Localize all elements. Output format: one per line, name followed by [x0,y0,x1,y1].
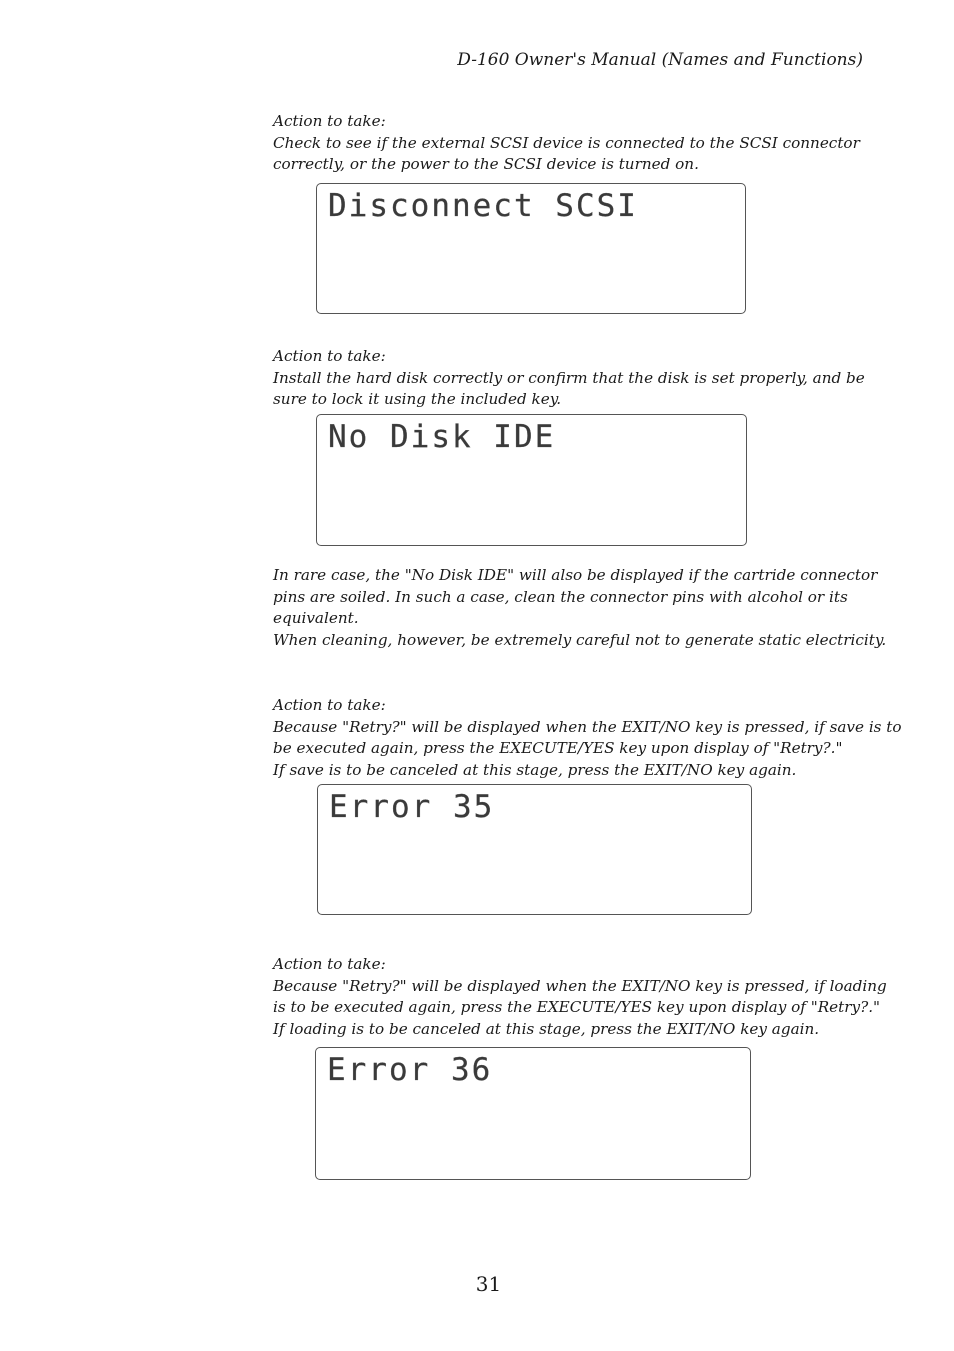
text-line: Because "Retry?" will be displayed when the EXIT/NO key is pressed, if save is to [273,717,902,736]
text-line: Action to take: [273,112,386,130]
text-line: If save is to be canceled at this stage, press the EXIT/NO key again. [273,761,797,780]
lcd-message: Error 35 [329,789,495,825]
text-line: is to be executed again, press the EXECUTE/YES key upon display of "Retry?." [273,998,881,1017]
text-line: Because "Retry?" will be displayed when the EXIT/NO key is pressed, if loading [273,976,887,995]
lcd-message: Error 36 [327,1052,493,1088]
page-number: 31 [475,1272,502,1296]
text-line: In rare case, the "No Disk IDE" will also be displayed if the cartride connector [273,566,878,584]
text-line: correctly, or the power to the SCSI device is turned on. [273,155,699,174]
lcd-display-no-disk-ide [316,414,747,546]
text-line: Action to take: [273,955,386,973]
text-line: sure to lock it using the included key. [273,390,562,409]
text-line: equivalent. [273,609,359,628]
lcd-display-error-35 [317,784,752,915]
text-line: Install the hard disk correctly or confirm that the disk is set properly, and be [273,368,865,387]
text-line: pins are soiled. In such a case, clean the connector pins with alcohol or its [273,587,848,606]
note-text-cartridge-cleaning [273,565,886,652]
page-header: D-160 Owner's Manual (Names and Functions) [457,50,863,70]
lcd-message: No Disk IDE [328,419,556,455]
lcd-display-disconnect-scsi [316,183,746,314]
text-line: Action to take: [273,347,386,365]
text-line: Check to see if the external SCSI device is connected to the SCSI connector [273,133,860,152]
lcd-display-error-36 [315,1047,751,1180]
action-text-error-35 [273,695,902,782]
action-text-error-36 [273,954,887,1041]
lcd-message: Disconnect SCSI [328,188,638,224]
text-line: be executed again, press the EXECUTE/YES key upon display of "Retry?." [273,739,843,758]
action-text-disconnect-scsi [273,111,860,176]
text-line: When cleaning, however, be extremely careful not to generate static electricity. [273,631,887,650]
text-line: If loading is to be canceled at this stage, press the EXIT/NO key again. [273,1020,820,1039]
text-line: Action to take: [273,696,386,714]
action-text-no-disk-ide [273,346,865,411]
